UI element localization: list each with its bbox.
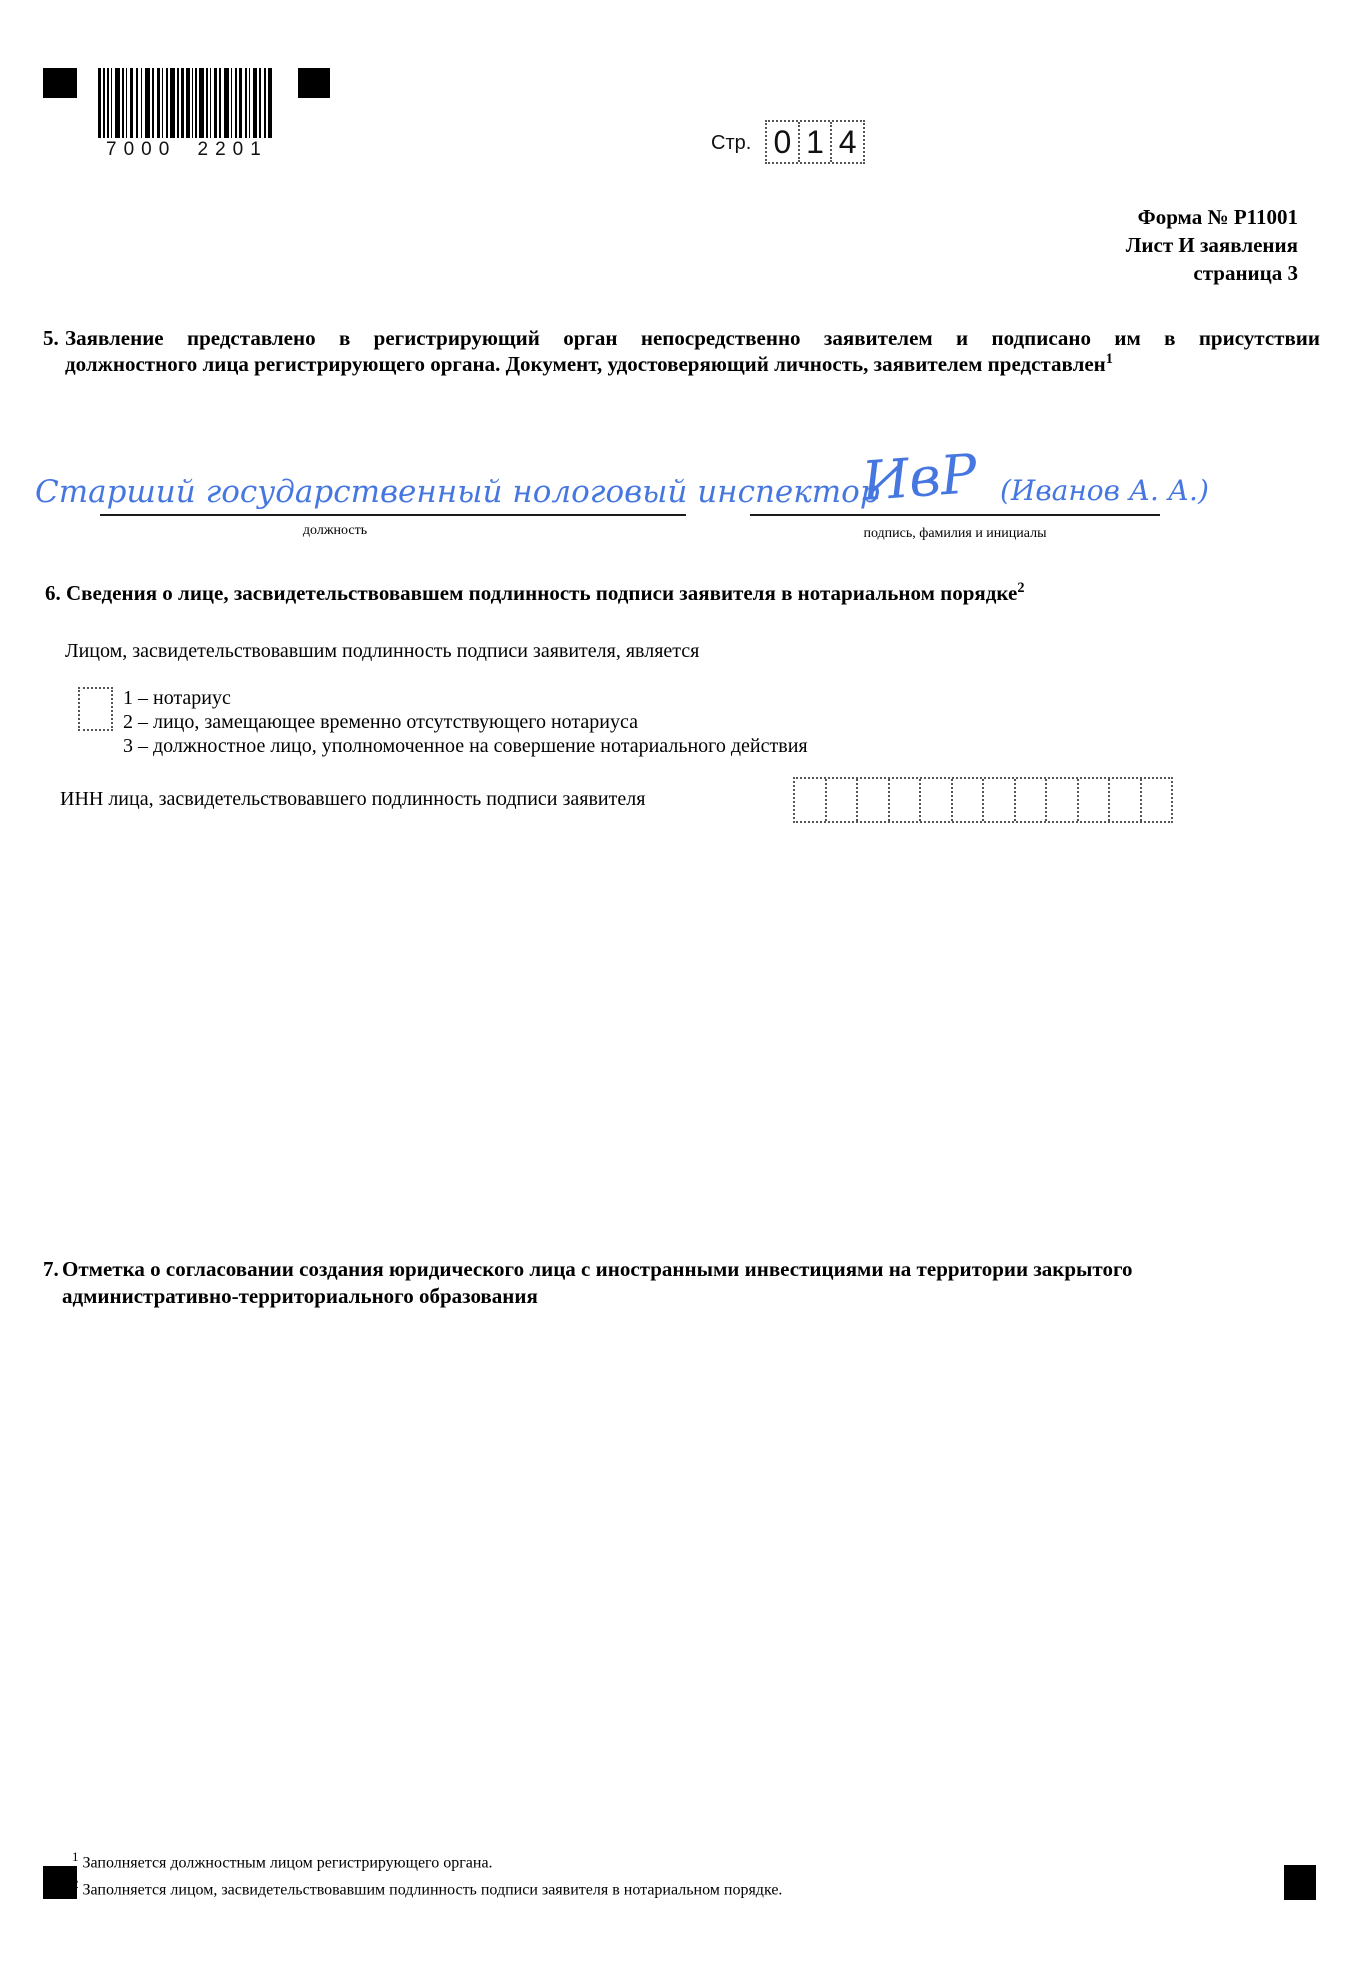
barcode-digits: 7000 2201 bbox=[106, 139, 268, 160]
section6-intro: Лицом, засвидетельствовавшим подлинность подписи заявителя, является bbox=[65, 640, 700, 662]
inn-cell[interactable] bbox=[856, 779, 888, 821]
footnote-2-ref: 2 bbox=[72, 1876, 79, 1891]
option-authorized-official: 3 – должностное лицо, уполномоченное на совершение нотариального действия bbox=[123, 735, 808, 757]
page-number-cell: 4 bbox=[830, 122, 863, 162]
footnote-2-text: Заполняется лицом, засвидетельствовавшим подлинность подписи заявителя в нотариальном порядке. bbox=[82, 1881, 783, 1899]
footnote-1-text: Заполняется должностным лицом регистрирующего органа. bbox=[82, 1854, 493, 1872]
signature-name: (Иванов А. А.) bbox=[1000, 474, 1209, 507]
section6-title: Сведения о лице, засвидетельствовавшем подлинность подписи заявителя в нотариальном порядке$^2$ bbox=[66, 580, 1025, 605]
form-page-number: страница 3 bbox=[1193, 261, 1298, 285]
inn-cell[interactable] bbox=[982, 779, 1014, 821]
registration-mark-top-left bbox=[43, 68, 77, 98]
signature-line bbox=[750, 514, 1160, 516]
signature-monogram: ИвР bbox=[859, 442, 979, 513]
section7-line1: Отметка о согласовании создания юридического лица с иностранными инвестициями на территории закрытого bbox=[62, 1257, 1133, 1281]
footnote-ref-1: 1 bbox=[1105, 351, 1113, 367]
position-handwritten-value: Старший государственный нологовый инспектор bbox=[35, 474, 880, 510]
section6-number: 6. bbox=[45, 581, 61, 605]
attestor-type-checkbox[interactable] bbox=[78, 687, 113, 731]
inn-label: ИНН лица, засвидетельствовавшего подлинность подписи заявителя bbox=[60, 788, 646, 810]
section7-number: 7. bbox=[43, 1257, 59, 1281]
inn-cell[interactable] bbox=[1108, 779, 1140, 821]
inn-cell[interactable] bbox=[1014, 779, 1046, 821]
form-header bbox=[1126, 203, 1298, 287]
page-number-field bbox=[765, 120, 865, 164]
option-acting-notary: 2 – лицо, замещающее временно отсутствующего нотариуса bbox=[123, 711, 638, 733]
page-number-cell: 1 bbox=[798, 122, 831, 162]
inn-cell[interactable] bbox=[951, 779, 983, 821]
inn-cell[interactable] bbox=[888, 779, 920, 821]
section7-line2: административно-территориального образования bbox=[62, 1284, 538, 1308]
inn-cell[interactable] bbox=[825, 779, 857, 821]
inn-cell[interactable] bbox=[1140, 779, 1172, 821]
footnote-2 bbox=[72, 1876, 782, 1899]
inn-cell[interactable] bbox=[1045, 779, 1077, 821]
registration-mark-bottom-right bbox=[1284, 1865, 1316, 1900]
section5-number: 5. bbox=[43, 326, 59, 350]
inn-cell[interactable] bbox=[795, 779, 825, 821]
option-notary: 1 – нотариус bbox=[123, 687, 231, 709]
signature-label: подпись, фамилия и инициалы bbox=[863, 526, 1047, 541]
section5-text bbox=[65, 325, 1320, 377]
form-number: Форма № Р11001 bbox=[1137, 205, 1298, 229]
footnote-1 bbox=[72, 1849, 493, 1872]
section7-text bbox=[62, 1256, 1320, 1310]
footnote-ref-2: 2 bbox=[1017, 580, 1025, 596]
inn-cell[interactable] bbox=[1077, 779, 1109, 821]
registration-mark-top-right bbox=[298, 68, 330, 98]
section5-line2: должностного лица регистрирующего органа. Документ, удостоверяющий личность, заявителем представлен$^1$ bbox=[65, 351, 1113, 376]
page-number-label: Стр. bbox=[711, 132, 752, 154]
section5-line1: Заявление представлено в регистрирующий орган непосредственно заявителем и подписано им в присутствии bbox=[65, 326, 1320, 350]
form-sheet: Лист И заявления bbox=[1125, 233, 1298, 257]
inn-cell[interactable] bbox=[919, 779, 951, 821]
position-line bbox=[100, 514, 686, 516]
page-number-cell: 0 bbox=[773, 123, 792, 160]
position-label: должность bbox=[302, 523, 368, 538]
barcode-icon bbox=[98, 68, 272, 138]
footnote-1-ref: 1 bbox=[72, 1849, 79, 1864]
attestor-type-options bbox=[123, 686, 808, 758]
inn-field bbox=[793, 777, 1173, 823]
